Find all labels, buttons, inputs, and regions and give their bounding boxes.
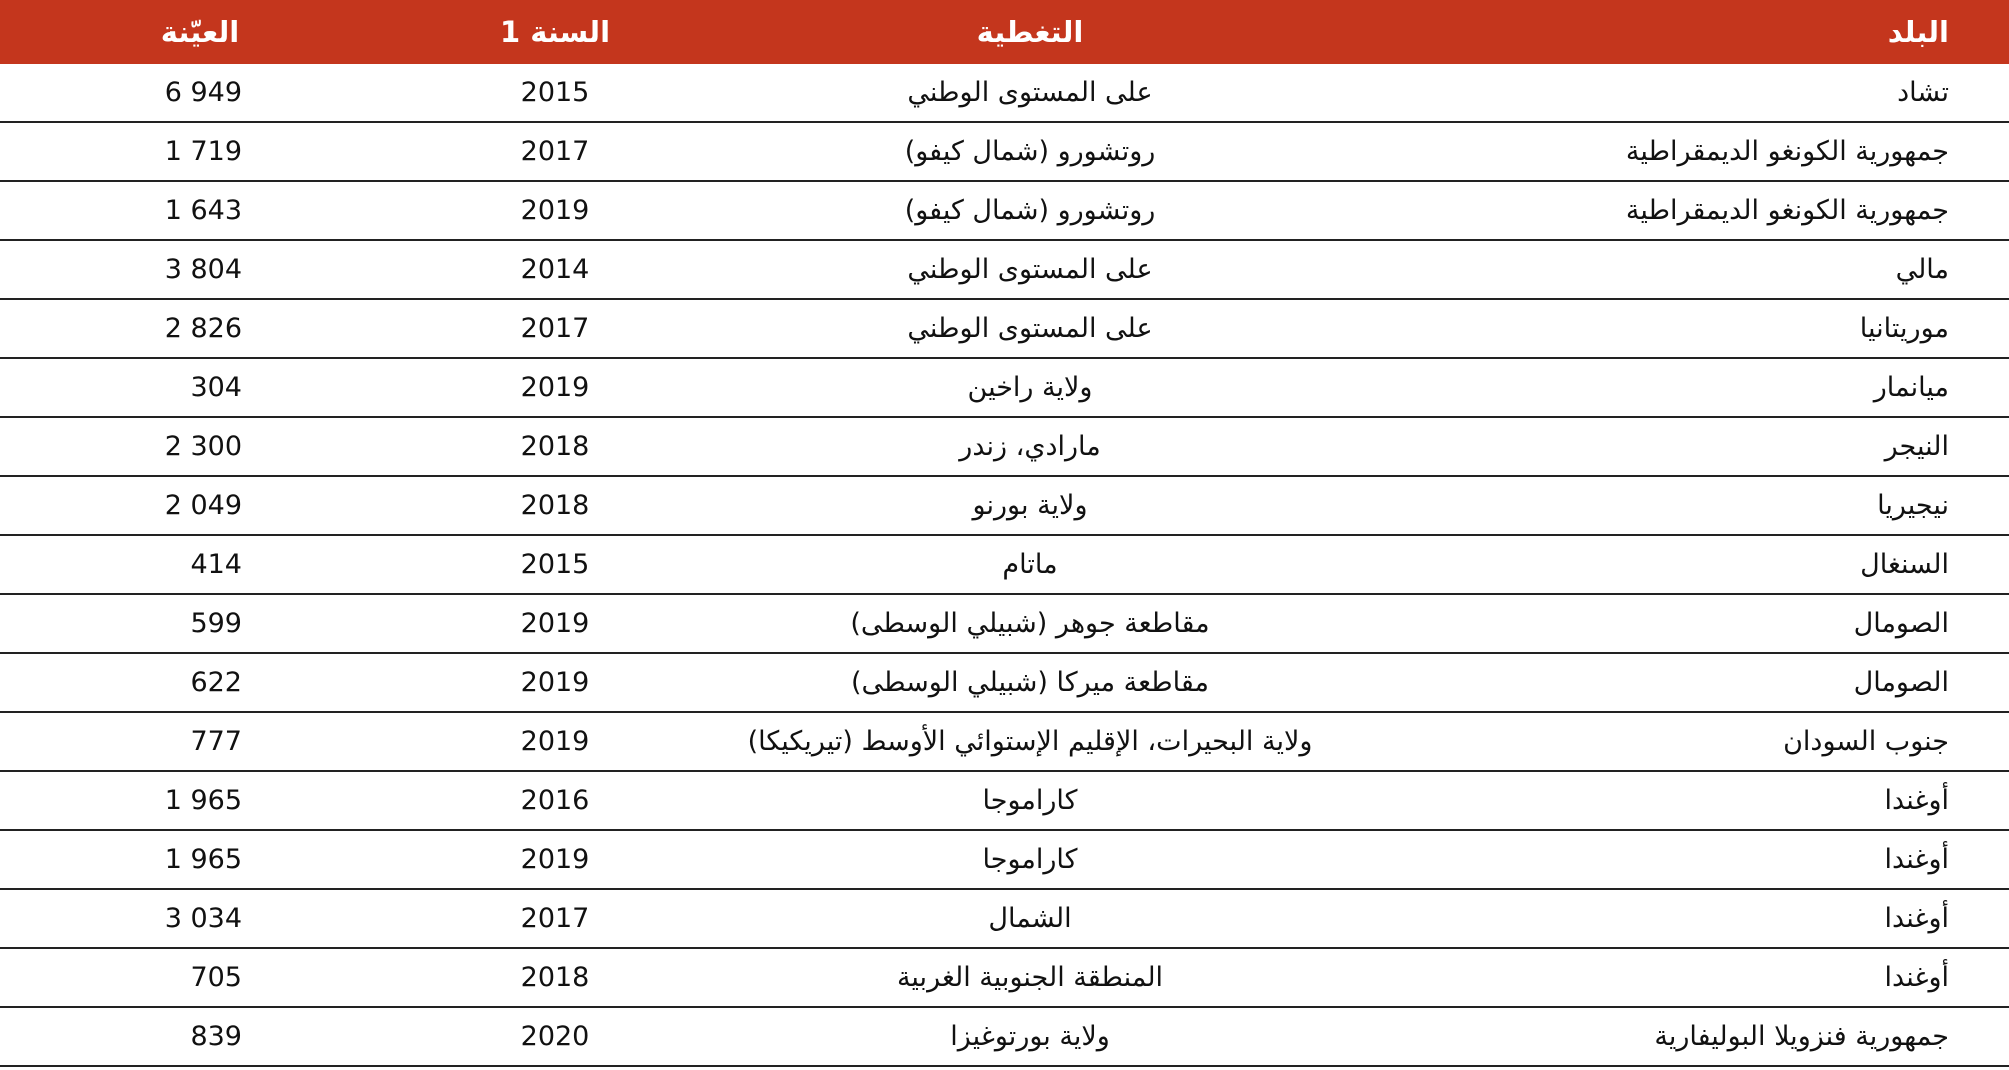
- cell-country: جنوب السودان: [1783, 726, 1949, 757]
- cell-sample: 705: [190, 962, 242, 993]
- cell-coverage: مارادي، زندر: [959, 431, 1101, 462]
- cell-sample: 1 719: [164, 136, 242, 167]
- table-header: [0, 0, 2009, 64]
- cell-sample: 3 804: [164, 254, 242, 285]
- cell-year: 2019: [520, 372, 590, 403]
- cell-coverage: روتشورو (شمال كيفو): [904, 136, 1156, 167]
- cell-sample: 839: [190, 1021, 242, 1052]
- cell-coverage: على المستوى الوطني: [907, 313, 1153, 344]
- cell-country: نيجيريا: [1877, 490, 1949, 521]
- table-row: [0, 949, 2009, 1008]
- cell-sample: 1 965: [164, 785, 242, 816]
- cell-year: 2015: [520, 549, 590, 580]
- cell-sample: 304: [190, 372, 242, 403]
- cell-country: أوغندا: [1884, 844, 1949, 875]
- cell-year: 2016: [520, 785, 590, 816]
- cell-coverage: ولاية راخين: [967, 372, 1093, 403]
- cell-sample: 1 965: [164, 844, 242, 875]
- table-row: [0, 64, 2009, 123]
- table-body: [0, 64, 2009, 1067]
- cell-sample: 2 300: [164, 431, 242, 462]
- cell-sample: 6 949: [164, 77, 242, 108]
- cell-country: السنغال: [1860, 549, 1949, 580]
- header-country: البلد: [1887, 15, 1949, 49]
- table-row: [0, 1008, 2009, 1067]
- cell-country: أوغندا: [1884, 903, 1949, 934]
- cell-coverage: ولاية بورتوغيزا: [950, 1021, 1110, 1052]
- cell-coverage: ماتام: [1002, 549, 1058, 580]
- header-year: السنة 1: [499, 15, 611, 49]
- table-row: [0, 300, 2009, 359]
- cell-country: الصومال: [1853, 667, 1949, 698]
- cell-coverage: روتشورو (شمال كيفو): [904, 195, 1156, 226]
- header-coverage: التغطية: [976, 15, 1084, 49]
- table-row: [0, 772, 2009, 831]
- table-row: [0, 359, 2009, 418]
- cell-year: 2019: [520, 667, 590, 698]
- cell-country: جمهورية الكونغو الديمقراطية: [1625, 195, 1949, 226]
- table-row: [0, 477, 2009, 536]
- cell-country: النيجر: [1884, 431, 1949, 462]
- table-row: [0, 831, 2009, 890]
- cell-sample: 599: [190, 608, 242, 639]
- cell-coverage: الشمال: [988, 903, 1072, 934]
- cell-country: الصومال: [1853, 608, 1949, 639]
- cell-year: 2017: [520, 903, 590, 934]
- cell-coverage: مقاطعة جوهر (شبيلي الوسطى): [850, 608, 1210, 639]
- cell-sample: 3 034: [164, 903, 242, 934]
- cell-coverage: ولاية بورنو: [972, 490, 1088, 521]
- header-sample: العيّنة: [160, 15, 240, 49]
- cell-sample: 2 826: [164, 313, 242, 344]
- cell-year: 2020: [520, 1021, 590, 1052]
- cell-coverage: على المستوى الوطني: [907, 77, 1153, 108]
- cell-coverage: المنطقة الجنوبية الغربية: [896, 962, 1164, 993]
- cell-country: موريتانيا: [1859, 313, 1949, 344]
- cell-year: 2017: [520, 313, 590, 344]
- cell-coverage: كاراموجا: [982, 785, 1078, 816]
- cell-year: 2019: [520, 844, 590, 875]
- table-row: [0, 536, 2009, 595]
- table-row: [0, 241, 2009, 300]
- cell-sample: 1 643: [164, 195, 242, 226]
- cell-coverage: مقاطعة ميركا (شبيلي الوسطى): [850, 667, 1210, 698]
- cell-coverage: كاراموجا: [982, 844, 1078, 875]
- cell-coverage: على المستوى الوطني: [907, 254, 1153, 285]
- table-row: [0, 418, 2009, 477]
- cell-year: 2018: [520, 490, 590, 521]
- cell-year: 2019: [520, 608, 590, 639]
- cell-year: 2018: [520, 431, 590, 462]
- table-row: [0, 182, 2009, 241]
- table-row: [0, 595, 2009, 654]
- cell-coverage: ولاية البحيرات، الإقليم الإستوائي الأوسط (تيريكيكا): [747, 726, 1313, 757]
- cell-year: 2015: [520, 77, 590, 108]
- table-row: [0, 123, 2009, 182]
- cell-country: جمهورية الكونغو الديمقراطية: [1625, 136, 1949, 167]
- cell-sample: 777: [190, 726, 242, 757]
- table-row: [0, 890, 2009, 949]
- cell-year: 2019: [520, 195, 590, 226]
- cell-country: جمهورية فنزويلا البوليفارية: [1654, 1021, 1949, 1052]
- cell-year: 2018: [520, 962, 590, 993]
- cell-sample: 622: [190, 667, 242, 698]
- table-row: [0, 654, 2009, 713]
- table-row: [0, 713, 2009, 772]
- cell-country: أوغندا: [1884, 962, 1949, 993]
- cell-country: تشاد: [1897, 77, 1949, 108]
- cell-country: مالي: [1895, 254, 1949, 285]
- cell-country: ميانمار: [1873, 372, 1949, 403]
- cell-year: 2019: [520, 726, 590, 757]
- cell-country: أوغندا: [1884, 785, 1949, 816]
- cell-sample: 414: [190, 549, 242, 580]
- cell-year: 2014: [520, 254, 590, 285]
- cell-year: 2017: [520, 136, 590, 167]
- cell-sample: 2 049: [164, 490, 242, 521]
